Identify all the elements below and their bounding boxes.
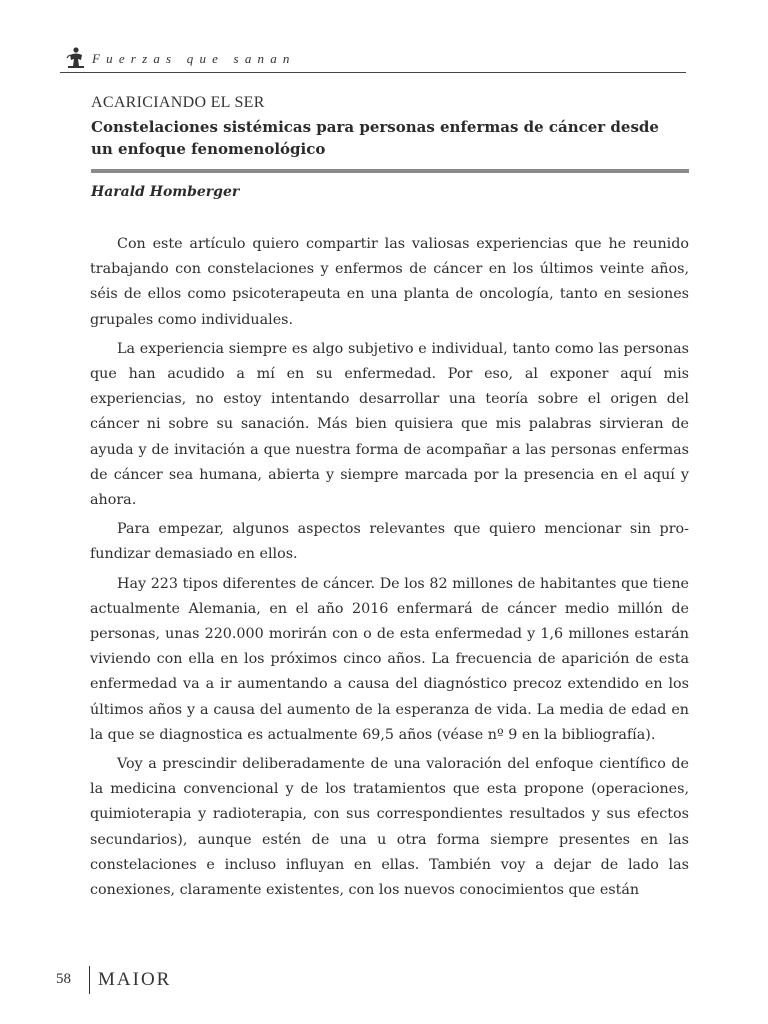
article-author: Harald Homberger — [91, 184, 240, 200]
article-title-line-1: Constelaciones sistémicas para personas enfermas de cáncer desde — [91, 118, 659, 136]
article-kicker: ACARICIANDO EL SER — [91, 94, 265, 111]
article-body — [90, 232, 689, 907]
running-header — [60, 44, 686, 73]
body-paragraph: Con este artículo quiero compartir las valiosas experiencias que he reunido trabajando con constelaciones y enfermos de cáncer en los últimos veinte años, séis de ellos como psicoterapeuta en una planta de oncología, tanto en sesiones grupales como individuales. — [90, 236, 689, 328]
page-number: 58 — [56, 971, 71, 987]
article-heading — [91, 92, 689, 160]
journal-name: MAIOR — [98, 969, 172, 990]
body-paragraph: La experiencia siempre es algo subjetivo e individual, tanto como las personas que han acudido a mí en su enfermedad. Por eso, al exponer aquí mis experiencias, no estoy intentando desarrollar una teoría sobre el origen del cáncer ni sobre su sanación. Más bien quisiera que mis palabras sirvieran de ayuda y de invitación a que nuestra forma de acompañar a las personas enfermas de cáncer sea humana, abierta y siempre marcada por la presencia en el aquí y ahora. — [90, 340, 689, 509]
body-paragraph: Hay 223 tipos diferentes de cáncer. De los 82 millones de habitantes que tiene actualmente Alemania, en el año 2016 enfermará de cáncer medio millón de personas, unas 220.000 morirán con o de esta enfermedad y 1,6 millones estarán viviendo con ella en los próximos cinco años. La frecuencia de aparición de esta enfermedad va a ir aumentando a causa del diagnóstico precoz extendido en los últimos años y a causa del aumento de la esperanza de vida. La media de edad en la que se diagnostica es actualmente 69,5 años (véase nº 9 en la bibliografía). — [90, 575, 689, 743]
title-divider — [91, 169, 689, 173]
article-title-line-2: un enfoque fenomenológico — [91, 140, 326, 158]
body-paragraph: Voy a prescindir deliberadamente de una valoración del enfoque científico de la medicina convencional y de los tratamientos que esta propone (operaciones, quimioterapia y radioterapia, con sus correspondientes resultados y sus efectos secundarios), aunque estén de una u otra forma siempre presentes en las constelaciones e incluso influyan en ellas. También voy a dejar de lado las conexiones, claramente existentes, con los nuevos conocimientos que están — [90, 756, 689, 899]
body-paragraph: Para empezar, algunos aspectos relevantes que quiero mencionar sin profundizar demasiado en ellos. — [90, 521, 689, 563]
footer-divider — [89, 966, 90, 994]
seated-figure-icon — [64, 46, 88, 70]
running-title: Fuerzas que sanan — [92, 51, 296, 66]
article-title — [91, 116, 689, 160]
